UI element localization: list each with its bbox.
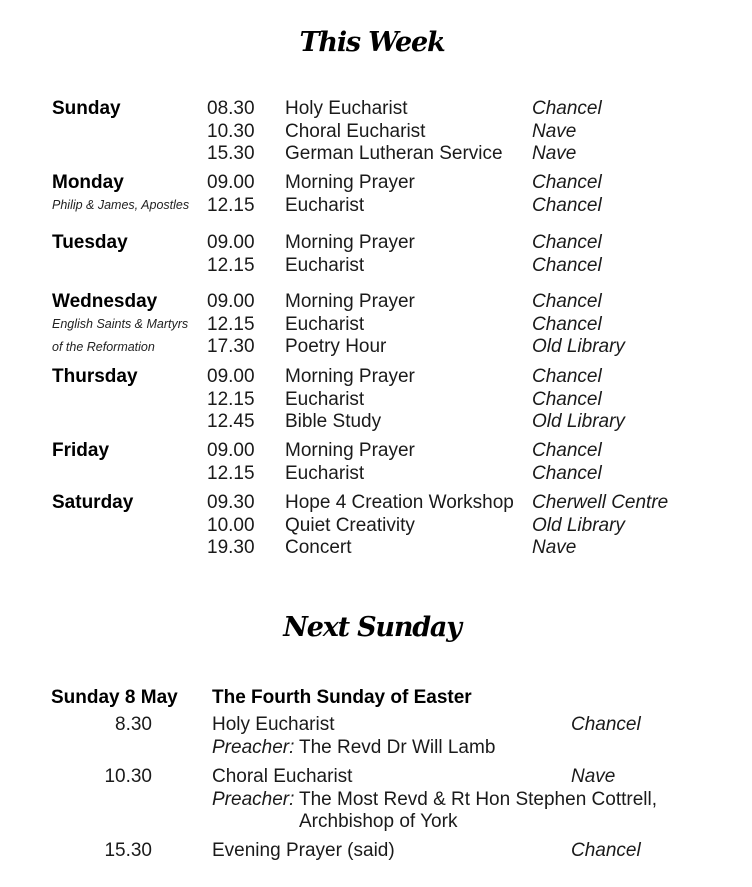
service-location: Chancel	[532, 366, 602, 387]
service-name: Morning Prayer	[285, 366, 415, 387]
service-location: Nave	[532, 537, 577, 558]
service-name: Morning Prayer	[285, 291, 415, 312]
preacher-name: The Most Revd & Rt Hon Stephen Cottrell,	[299, 788, 657, 810]
service-time: 15.30	[104, 840, 152, 861]
next-sunday-date: Sunday 8 May	[51, 687, 178, 708]
service-name: Morning Prayer	[285, 232, 415, 253]
service-location: Cherwell Centre	[532, 492, 669, 513]
service-name: Eucharist	[285, 462, 365, 484]
service-time: 19.30	[207, 537, 255, 558]
service-name: Poetry Hour	[285, 336, 387, 357]
day-observance: of the Reformation	[52, 339, 155, 354]
service-location: Old Library	[532, 514, 625, 536]
preacher-label: Preacher:	[212, 736, 295, 758]
service-location: Chancel	[532, 254, 602, 276]
service-time: 8.30	[115, 714, 152, 735]
next-sunday-heading: Next Sunday	[283, 612, 461, 643]
service-name: Holy Eucharist	[285, 98, 408, 119]
service-name: Concert	[285, 537, 352, 558]
service-location: Old Library	[532, 411, 625, 432]
service-time: 10.30	[104, 766, 152, 787]
preacher-name: Archbishop of York	[299, 811, 458, 832]
day-name: Tuesday	[52, 232, 128, 253]
service-time: 08.30	[207, 98, 255, 119]
service-time: 12.15	[207, 194, 255, 216]
service-name: Morning Prayer	[285, 172, 415, 193]
day-name: Saturday	[52, 492, 134, 513]
service-location: Chancel	[532, 388, 602, 410]
service-name: Eucharist	[285, 388, 365, 410]
day-name: Wednesday	[52, 291, 158, 312]
service-location: Chancel	[532, 462, 602, 484]
day-name: Sunday	[52, 98, 121, 119]
service-time: 15.30	[207, 143, 255, 164]
service-time: 09.00	[207, 366, 255, 387]
service-time: 12.45	[207, 411, 255, 432]
service-name: Hope 4 Creation Workshop	[285, 492, 514, 513]
service-name: Eucharist	[285, 194, 365, 216]
service-time: 09.30	[207, 492, 255, 513]
day-observance: Philip & James, Apostles	[52, 198, 190, 212]
service-location: Old Library	[532, 336, 625, 357]
day-name: Monday	[52, 172, 124, 193]
day-observance: English Saints & Martyrs	[52, 317, 189, 331]
service-time: 09.00	[207, 440, 255, 461]
service-name: Eucharist	[285, 254, 365, 276]
service-time: 10.00	[207, 514, 255, 536]
preacher-label: Preacher:	[212, 788, 295, 810]
service-time: 12.15	[207, 462, 255, 484]
service-name: Morning Prayer	[285, 440, 415, 461]
service-name: Holy Eucharist	[212, 714, 335, 735]
service-time: 10.30	[207, 120, 255, 142]
service-location: Chancel	[532, 194, 602, 216]
service-location: Chancel	[532, 291, 602, 312]
service-name: Choral Eucharist	[285, 120, 426, 142]
service-time: 09.00	[207, 232, 255, 253]
service-time: 09.00	[207, 172, 255, 193]
service-time: 17.30	[207, 336, 255, 357]
service-name: Choral Eucharist	[212, 766, 353, 787]
service-location: Chancel	[532, 172, 602, 193]
service-time: 12.15	[207, 313, 255, 335]
day-name: Friday	[52, 440, 110, 461]
service-time: 12.15	[207, 254, 255, 276]
this-week-heading: This Week	[299, 27, 445, 58]
service-location: Chancel	[571, 840, 641, 861]
service-name: Eucharist	[285, 313, 365, 335]
service-location: Chancel	[532, 232, 602, 253]
preacher-name: The Revd Dr Will Lamb	[299, 736, 496, 758]
next-sunday-occasion: The Fourth Sunday of Easter	[212, 687, 472, 708]
day-name: Thursday	[52, 366, 138, 387]
service-location: Nave	[532, 143, 577, 164]
service-location: Chancel	[532, 98, 602, 119]
service-time: 09.00	[207, 291, 255, 312]
service-location: Chancel	[532, 313, 602, 335]
service-location: Chancel	[532, 440, 602, 461]
service-location: Nave	[571, 766, 616, 787]
service-name: German Lutheran Service	[285, 143, 503, 164]
service-name: Bible Study	[285, 411, 382, 432]
service-name: Evening Prayer (said)	[212, 840, 395, 861]
service-location: Nave	[532, 120, 577, 142]
service-name: Quiet Creativity	[285, 514, 415, 536]
service-time: 12.15	[207, 388, 255, 410]
service-location: Chancel	[571, 714, 641, 735]
